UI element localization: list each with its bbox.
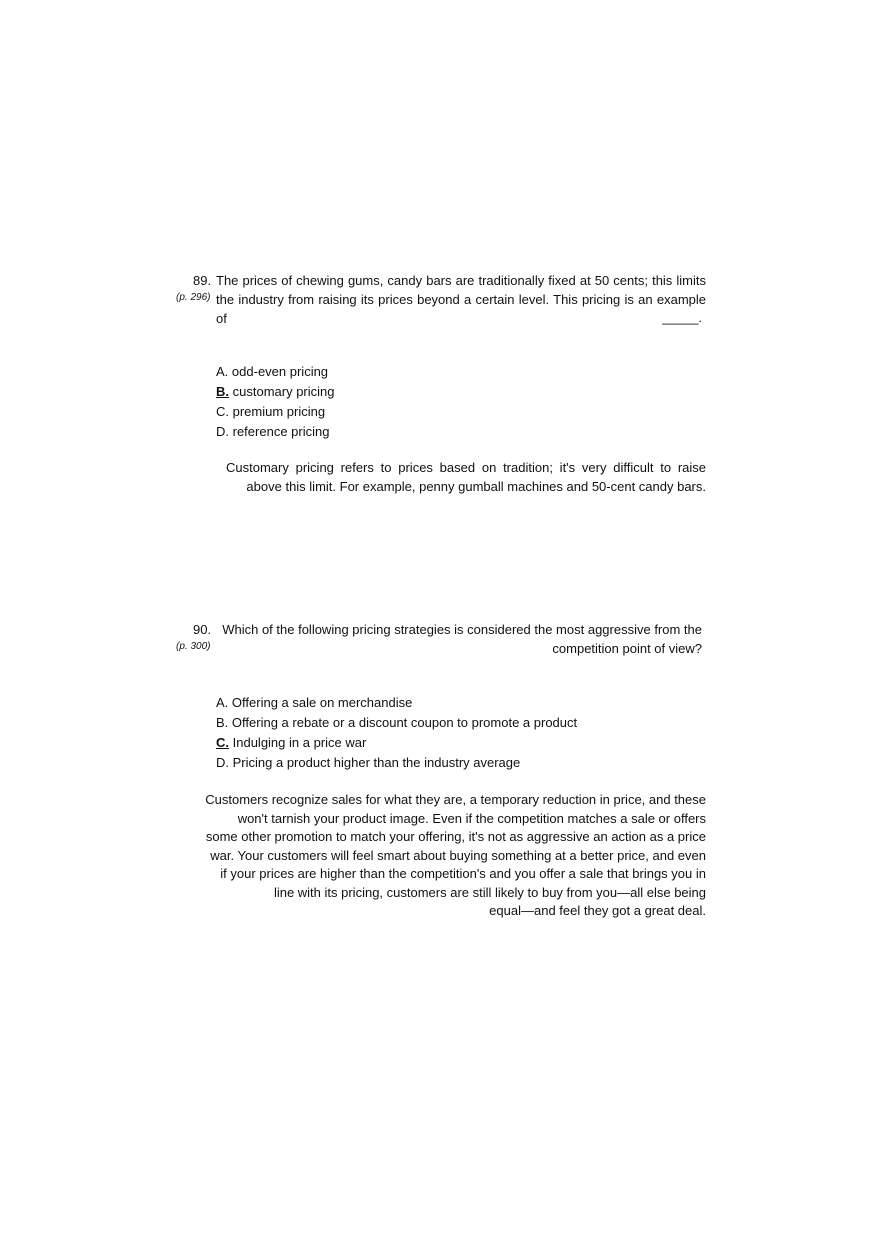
option-letter: C.	[216, 404, 229, 419]
explanation-line: won't tarnish your product image. Even if the competition matches a sale or offers	[237, 810, 706, 826]
option-a	[216, 693, 577, 713]
option-text: reference pricing	[232, 424, 330, 439]
option-text: Indulging in a price war	[232, 735, 367, 750]
question-text: The prices of chewing gums, candy bars are traditionally fixed at 50 cents; this limits the industry from raising its prices beyond a certain level. This pricing is an example of	[216, 273, 706, 326]
page-reference: (p. 296)	[176, 292, 211, 303]
page-reference: (p. 300)	[176, 641, 211, 652]
question-text-line: competition point of view?	[552, 641, 702, 656]
option-a	[216, 362, 335, 382]
explanation-line: line with its pricing, customers are still likely to buy from you—all else being	[273, 884, 706, 900]
option-letter: D.	[216, 755, 229, 770]
explanation-line: some other promotion to match your offering, it's not as aggressive an action as a price	[205, 829, 706, 844]
option-text: Pricing a product higher than the industry average	[232, 755, 521, 770]
option-letter: A.	[216, 695, 229, 710]
option-text: odd-even pricing	[231, 364, 329, 379]
answer-blank: _____.	[662, 310, 702, 325]
options-list	[216, 693, 577, 773]
option-letter: D.	[216, 424, 229, 439]
option-c	[216, 402, 335, 422]
explanation: Customary pricing refers to prices based on tradition; it's very difficult to raise above this limit. For example, penny gumball machines and 50-cent candy bars.	[226, 460, 706, 494]
correct-option-letter: C.	[216, 735, 229, 750]
option-letter: B.	[216, 715, 229, 730]
option-d	[216, 422, 335, 442]
question-text	[216, 620, 702, 658]
option-letter: A.	[216, 364, 229, 379]
explanation	[200, 791, 706, 921]
option-text: Offering a sale on merchandise	[231, 695, 413, 710]
option-b	[216, 382, 335, 402]
question-number: 89.	[193, 273, 212, 288]
question-text-line: Which of the following pricing strategies is considered the most aggressive from the	[222, 622, 702, 637]
explanation-line: equal—and feel they got a great deal.	[489, 903, 706, 918]
option-b	[216, 713, 577, 733]
question-number: 90.	[193, 622, 212, 637]
correct-option-letter: B.	[216, 384, 229, 399]
explanation-line: Customers recognize sales for what they are, a temporary reduction in price, and these	[205, 792, 706, 807]
option-d	[216, 753, 577, 773]
option-text: premium pricing	[232, 404, 326, 419]
explanation-line: war. Your customers will feel smart about buying something at a better price, and even	[210, 847, 706, 863]
option-text: Offering a rebate or a discount coupon to promote a product	[231, 715, 578, 730]
explanation-line: if your prices are higher than the competition's and you offer a sale that brings you in	[220, 866, 706, 881]
option-c	[216, 733, 577, 753]
options-list	[216, 362, 335, 442]
option-text: customary pricing	[232, 384, 335, 399]
